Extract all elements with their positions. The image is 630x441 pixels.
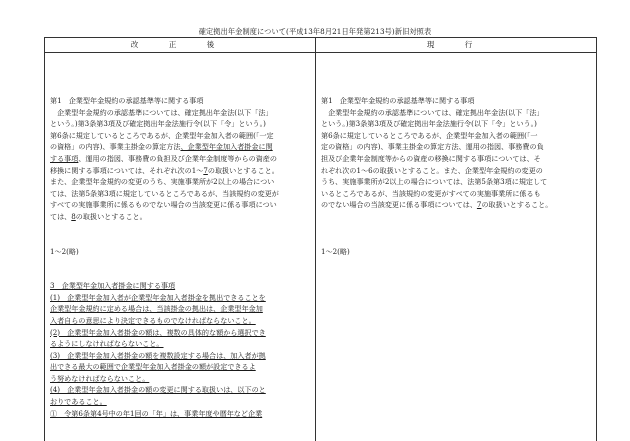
page-title: 確定拠出年金制度について(平成13年8月21日年発第213号)新旧対照表	[198, 27, 432, 36]
new-text: の取扱いとすること。	[207, 165, 279, 175]
new-line: また、企業型年金規約の変更のうち、実施事業所が2以上の場合につい	[50, 177, 275, 187]
new-item-3: う努めなければならないこと。	[50, 373, 150, 383]
new-text: の資格」の内容)、事業主掛金の算定方法	[50, 142, 181, 152]
new-amended-text: 8	[71, 211, 76, 221]
old-line: いるところであるが、当該規約の変更がすべての実施事業所に係るも	[321, 188, 541, 198]
header-new: 改 正 後	[44, 37, 315, 53]
header-old: 現 行	[316, 37, 597, 53]
new-line: すべての実施事業所に係るものでない場合の当該変更に係る事項につい	[50, 200, 277, 210]
new-line	[50, 153, 312, 165]
old-text: の取扱いとすること。	[481, 200, 553, 210]
new-line: 企業型年金規約の承認基準については、確定拠出年金法(以下「法」	[50, 107, 273, 117]
new-amended-text: する事項	[50, 153, 79, 163]
new-omitted: 1～2(略)	[50, 246, 79, 256]
new-line	[50, 141, 312, 153]
new-item-3: (3) 企業型年金加入者掛金の額を複数設定する場合は、加入者が拠	[50, 350, 266, 360]
new-text: 移換に関する事項については、それぞれ次の1～	[50, 165, 204, 175]
old-changed-text: 7	[476, 200, 482, 210]
old-line: れぞれ次の1～6の取扱いとすること。また、企業型年金規約の変更の	[321, 165, 543, 175]
new-item-1: 企業型年金規約に定める場合は、当該掛金の拠出は、企業型年金加	[50, 304, 263, 314]
new-section-3-heading: 3 企業型年金加入者掛金に関する事項	[50, 281, 176, 291]
old-line: うち、実施事業所が2以上の場合については、法第5条第3項に規定して	[321, 177, 548, 187]
column-divider	[315, 37, 316, 441]
new-column	[50, 95, 312, 419]
old-line: という。)第3条第3項及び確定拠出年金法施行令(以下「令」という。)	[321, 119, 537, 129]
new-item-2: るようにしなければならないこと。	[50, 339, 164, 349]
old-line: 担及び企業年金制度等からの資産の移換に関する事項については、そ	[321, 153, 541, 163]
new-item-2: (2) 企業型年金加入者掛金の額は、複数の具体的な額から選択でき	[50, 327, 266, 337]
new-text: ては、	[50, 211, 72, 221]
new-item-1: (1) 企業型年金加入者が企業型年金加入者掛金を拠出できることを	[50, 292, 266, 302]
old-omitted: 1～2(略)	[321, 246, 350, 256]
old-line: 企業型年金規約の承認基準については、確定拠出年金法(以下「法」	[321, 107, 544, 117]
new-item-1: 入者自らの意思により決定できるものでなければならないこと。	[50, 315, 256, 325]
old-line	[321, 199, 591, 211]
old-line: 定の資格」の内容)、事業主掛金の算定方法、運用の指図、事務費の負	[321, 142, 544, 152]
new-line	[50, 165, 312, 177]
new-line	[50, 211, 312, 223]
old-text: のでない場合の当該変更に係る事項については、	[321, 200, 477, 210]
new-amended-text: 、企業型年金加入者掛金に関	[180, 142, 273, 152]
new-item-4: おりであること。	[50, 397, 107, 407]
new-amended-text: 7	[203, 165, 208, 175]
old-line: 第6条に規定しているところであるが、企業型年金加入者の範囲(「一	[321, 130, 538, 140]
new-item-4: (4) 企業型年金加入者掛金の額の変更に関する取扱いは、以下のと	[50, 385, 266, 395]
new-line: 第6条に規定しているところであるが、企業型年金加入者の範囲(「一定	[50, 130, 274, 140]
new-line: という。)第3条第3項及び確定拠出年金法施行令(以下「令」という。)	[50, 119, 266, 129]
old-column	[321, 95, 591, 258]
new-line: ては、法第5条第3項に規定しているところであるが、当該規約の変更が	[50, 188, 279, 198]
new-text: の取扱いとすること。	[75, 211, 147, 221]
new-item-3: 出できる最大の範囲で企業型年金加入者掛金の額が設定できるよ	[50, 362, 256, 372]
new-item-4-1: ① 令第6条第4号中の年1回の「年」は、事業年度や暦年など企業	[50, 408, 263, 418]
new-heading: 第1 企業型年金規約の承認基準等に関する事項	[50, 96, 204, 105]
new-text: 、運用の指図、事務費の負担及び企業年金制度等からの資産の	[78, 153, 277, 163]
old-heading: 第1 企業型年金規約の承認基準等に関する事項	[321, 96, 475, 105]
